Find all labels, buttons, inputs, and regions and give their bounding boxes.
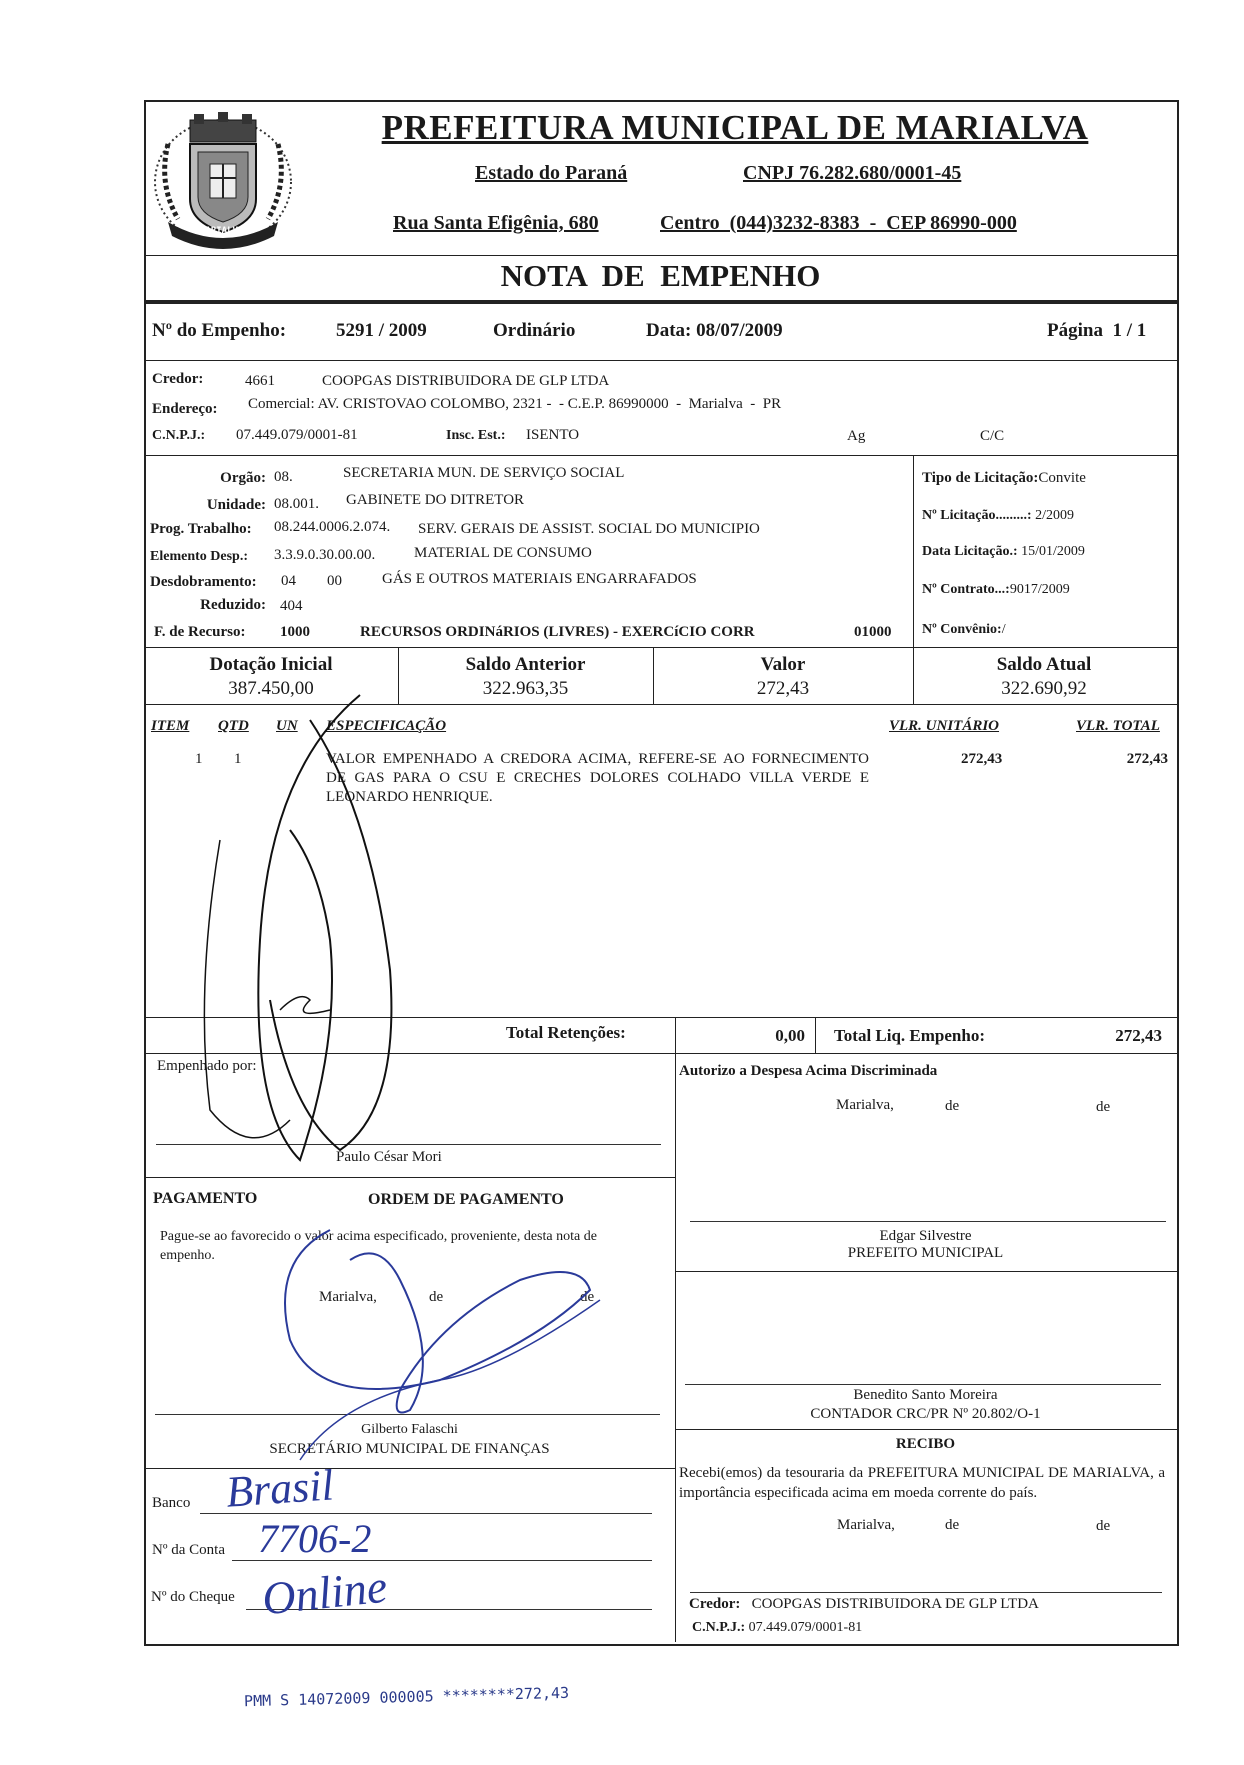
autorizo-place: Marialva, (836, 1097, 894, 1113)
prefeitura-cnpj: CNPJ 76.282.680/0001-45 (743, 162, 962, 184)
cheque-handwritten: Online (259, 1560, 390, 1625)
orgao-code: 08. (274, 469, 293, 485)
dotacao-value: 387.450,00 (228, 678, 314, 699)
recibo-credor-name: COOPGAS DISTRIBUIDORA DE GLP LTDA (751, 1596, 1039, 1612)
secretario-name: Gilberto Falaschi (361, 1422, 458, 1437)
saldo-anterior-label: Saldo Anterior (465, 654, 586, 675)
banco-handwritten: Brasil (224, 1460, 336, 1517)
machine-stamp: PMM S 14072009 000005 ********272,43 (243, 1683, 570, 1711)
col-header-un: UN (276, 718, 298, 734)
fonte-label: F. de Recurso: (154, 624, 246, 640)
empenho-number: 5291 / 2009 (336, 320, 427, 341)
desdobramento-name: GÁS E OUTROS MATERIAIS ENGARRAFADOS (382, 571, 697, 587)
divider (144, 360, 1177, 361)
item-total-value: 272,43 (1126, 751, 1168, 767)
retencoes-value: 0,00 (775, 1026, 805, 1045)
credor-code: 4661 (245, 373, 275, 389)
reduzido-label: Reduzido: (200, 597, 266, 613)
conta-handwritten: 7706-2 (258, 1516, 372, 1561)
recibo-label: RECIBO (895, 1436, 956, 1452)
secretario-role: SECRETÁRIO MUNICIPAL DE FINANÇAS (269, 1441, 550, 1457)
reduzido-code: 404 (280, 598, 303, 614)
divider (144, 255, 1177, 256)
orgao-label: Orgão: (220, 470, 266, 486)
prefeitura-contact: Centro (044)3232-8383 - CEP 86990-000 (660, 212, 1017, 234)
recibo-cnpj-label: C.N.P.J.: (692, 1620, 746, 1635)
data-licitacao (922, 544, 1085, 560)
saldo-atual-label: Saldo Atual (996, 654, 1092, 675)
item-specification: VALOR EMPENHADO A CREDORA ACIMA, REFERE-SE AO FORNECIMENTO DE GAS PARA O CSU E CRECHES DOLORES COLHADO VILLA VERDE E LEONARDO HENRIQUE. (326, 751, 869, 805)
unidade-name: GABINETE DO DITRETOR (346, 492, 525, 508)
cheque-label: Nº do Cheque (151, 1589, 235, 1605)
col-header-vlr-unitario: VLR. UNITÁRIO (889, 718, 1000, 734)
saldo-atual-value: 322.690,92 (1001, 678, 1087, 699)
contador-name: Benedito Santo Moreira (853, 1387, 998, 1403)
data-licitacao-label: Data Licitação.: (922, 544, 1018, 559)
desdobramento-label: Desdobramento: (150, 574, 257, 590)
empenho-type: Ordinário (493, 320, 576, 341)
signature-scribble-pagamento (240, 1220, 620, 1470)
signature-line (690, 1592, 1162, 1593)
divider (144, 455, 1177, 456)
ag-label: Ag (847, 428, 866, 444)
contrato (922, 582, 1070, 598)
autorizo-text: Autorizo a Despesa Acima Discriminada (679, 1063, 938, 1079)
crest-ribbon-text: MARIALVA (200, 226, 244, 236)
unidade-label: Unidade: (206, 497, 266, 513)
empenho-label: Nº do Empenho: (152, 320, 287, 341)
elemento-code: 3.3.9.0.30.00.00. (274, 547, 376, 563)
signature-line (685, 1384, 1161, 1385)
valor-value: 272,43 (756, 678, 810, 699)
recibo-place: Marialva, (837, 1517, 895, 1533)
recibo-credor (689, 1596, 1039, 1613)
prog-name: SERV. GERAIS DE ASSIST. SOCIAL DO MUNICIPIO (418, 521, 760, 537)
item-number: 1 (195, 751, 203, 767)
elemento-name: MATERIAL DE CONSUMO (414, 545, 592, 561)
tipo-licitacao-value: Convite (1038, 470, 1086, 486)
cnpj-label: C.N.P.J.: (152, 428, 206, 443)
divider (144, 647, 1177, 648)
ordem-pagamento-label: ORDEM DE PAGAMENTO (368, 1191, 564, 1208)
credor-label: Credor: (152, 371, 204, 387)
divider (675, 1429, 1177, 1430)
col-header-qtd: QTD (218, 718, 249, 734)
recibo-de2: de (1096, 1518, 1111, 1534)
signature-line (690, 1221, 1166, 1222)
orgao-name: SECRETARIA MUN. DE SERVIÇO SOCIAL (343, 465, 625, 481)
dotacao-label: Dotação Inicial (209, 654, 333, 675)
convenio-value: / (1001, 622, 1006, 637)
credor-name: COOPGAS DISTRIBUIDORA DE GLP LTDA (322, 373, 610, 389)
retencoes-label: Total Retenções: (506, 1023, 626, 1042)
pagamento-place: Marialva, (319, 1289, 377, 1305)
desdobramento-code: 00 (327, 573, 342, 589)
num-licitacao-value: 2/2009 (1035, 508, 1074, 523)
document-title: NOTA DE EMPENHO (500, 258, 821, 293)
prefeitura-address: Rua Santa Efigênia, 680 (393, 212, 599, 234)
state-name: Estado do Paraná (475, 162, 628, 184)
empenhado-name: Paulo César Mori (336, 1149, 442, 1165)
signature-scribble-empenho (190, 690, 450, 1180)
credor-cnpj: 07.449.079/0001-81 (236, 427, 358, 443)
municipal-crest (148, 104, 298, 254)
divider (815, 1017, 816, 1053)
contrato-value: 9017/2009 (1009, 582, 1070, 597)
data-licitacao-value: 15/01/2009 (1021, 544, 1085, 559)
tipo-licitacao-label: Tipo de Licitação: (922, 470, 1039, 486)
pagamento-de2: de (580, 1289, 595, 1305)
banco-label: Banco (152, 1495, 191, 1511)
divider (675, 1017, 676, 1053)
fonte-name: RECURSOS ORDINáRIOS (LIVRES) - EXERCíCIO CORR (360, 624, 755, 640)
unidade-code: 08.001. (274, 496, 319, 512)
conta-label: Nº da Conta (152, 1542, 225, 1558)
address-label: Endereço: (152, 401, 218, 417)
prog-label: Prog. Trabalho: (150, 521, 252, 537)
autorizo-de1: de (945, 1098, 960, 1114)
valor-label: Valor (760, 654, 806, 675)
insc-label: Insc. Est.: (446, 428, 506, 443)
recibo-credor-label: Credor: (689, 1596, 741, 1612)
empenho-date: Data: 08/07/2009 (646, 320, 783, 341)
convenio-label: Nº Convênio: (922, 622, 1002, 637)
autorizo-de2: de (1096, 1099, 1111, 1115)
page-title: PREFEITURA MUNICIPAL DE MARIALVA (381, 108, 1089, 147)
fonte-code: 1000 (280, 624, 310, 640)
num-licitacao (922, 508, 1074, 524)
divider (675, 1271, 1177, 1272)
item-qtd: 1 (234, 751, 242, 767)
prog-code: 08.244.0006.2.074. (274, 519, 391, 535)
divider (675, 1053, 676, 1642)
recibo-cnpj-value: 07.449.079/0001-81 (748, 1620, 863, 1635)
recibo-de1: de (945, 1517, 960, 1533)
liq-empenho-label: Total Liq. Empenho: (834, 1026, 985, 1045)
prefeito-name: Edgar Silvestre (879, 1228, 972, 1244)
pagamento-text: Pague-se ao favorecido o valor acima especificado, proveniente, desta nota de empenho. (160, 1229, 597, 1263)
credor-address: Comercial: AV. CRISTOVAO COLOMBO, 2321 - - C.E.P. 86990000 - Marialva - PR (248, 396, 782, 412)
elemento-label: Elemento Desp.: (150, 549, 248, 564)
recibo-cnpj (692, 1620, 862, 1636)
recibo-text: Recebi(emos) da tesouraria da PREFEITURA MUNICIPAL DE MARIALVA, a importância especificada acima em moeda corrente do país. (679, 1465, 1165, 1501)
item-unit-value: 272,43 (961, 751, 1003, 767)
insc-value: ISENTO (526, 427, 580, 443)
liq-empenho-value: 272,43 (1115, 1026, 1162, 1045)
col-header-especificacao: ESPECIFICAÇÃO (326, 718, 447, 734)
desdobramento-code: 04 (281, 573, 296, 589)
tipo-licitacao (922, 470, 1086, 487)
empenhado-label: Empenhado por: (157, 1058, 257, 1074)
saldo-anterior-value: 322.963,35 (482, 678, 569, 699)
prefeito-role: PREFEITO MUNICIPAL (847, 1245, 1004, 1261)
num-licitacao-label: Nº Licitação.........: (922, 508, 1032, 523)
convenio (922, 622, 1006, 638)
page-number: Página 1 / 1 (1047, 320, 1147, 341)
divider (913, 455, 914, 647)
pagamento-label: PAGAMENTO (153, 1190, 258, 1207)
col-header-item: ITEM (151, 718, 190, 734)
contador-role: CONTADOR CRC/PR Nº 20.802/O-1 (810, 1406, 1041, 1422)
fonte-code2: 01000 (854, 624, 892, 640)
contrato-label: Nº Contrato...: (922, 582, 1010, 597)
cc-label: C/C (980, 428, 1005, 444)
pagamento-de1: de (429, 1289, 444, 1305)
col-header-vlr-total: VLR. TOTAL (1076, 718, 1160, 734)
